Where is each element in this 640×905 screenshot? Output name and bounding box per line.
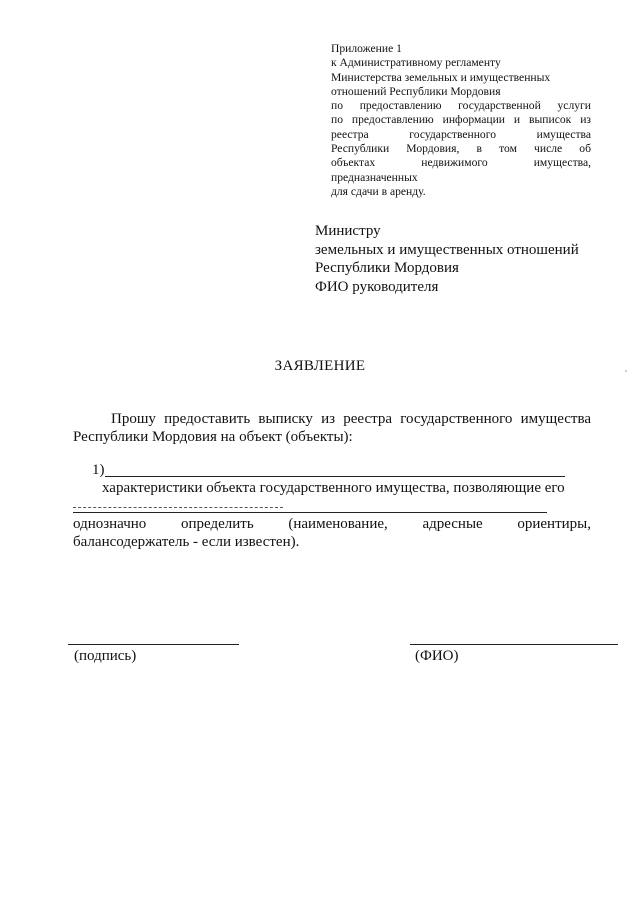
signature-label: (подпись)	[74, 648, 137, 664]
addressee-block	[315, 222, 579, 296]
request-line: Прошу предоставить выписку из реестра государственного имущества	[111, 411, 591, 427]
item-number: 1)	[92, 462, 105, 478]
fill-line-dashed	[73, 507, 283, 508]
fio-label: (ФИО)	[415, 648, 459, 664]
item-fill-line-2[interactable]	[73, 512, 547, 513]
request-paragraph	[73, 410, 591, 446]
item-fill-line[interactable]	[105, 476, 565, 477]
annex-line: по предоставлению информации и выписок из	[331, 113, 591, 127]
addressee-line: Министру	[315, 223, 381, 239]
annex-line: Приложение 1	[331, 42, 402, 55]
scan-speck	[625, 370, 627, 372]
characteristics-hint: характеристики объекта государственного имущества, позволяющие его	[102, 480, 565, 496]
annex-block	[331, 42, 591, 199]
description-line: однозначно определить (наименование, адресные ориентиры,	[73, 516, 591, 532]
annex-line: Министерства земельных и имущественных	[331, 70, 551, 84]
annex-line: к Административному регламенту	[331, 56, 501, 70]
description-hint	[73, 515, 591, 551]
description-line: балансодержатель - если известен).	[73, 534, 300, 550]
addressee-line: Республики Мордовия	[315, 260, 459, 276]
fio-line[interactable]	[410, 644, 618, 645]
annex-line: по предоставлению государственной услуги	[331, 99, 591, 113]
document-title: ЗАЯВЛЕНИЕ	[274, 358, 366, 374]
addressee-line: земельных и имущественных отношений	[315, 241, 579, 258]
annex-line: Республики Мордовия, в том числе об	[331, 142, 591, 156]
annex-line: объектах недвижимого имущества,	[331, 156, 591, 170]
addressee-line: ФИО руководителя	[315, 278, 439, 295]
annex-line: реестра государственного имущества	[331, 127, 591, 141]
annex-line: предназначенных	[331, 170, 418, 184]
request-line: Республики Мордовия на объект (объекты):	[73, 429, 353, 445]
annex-line: отношений Республики Мордовия	[331, 84, 501, 98]
annex-line: для сдачи в аренду.	[331, 184, 426, 198]
signature-line[interactable]	[68, 644, 239, 645]
